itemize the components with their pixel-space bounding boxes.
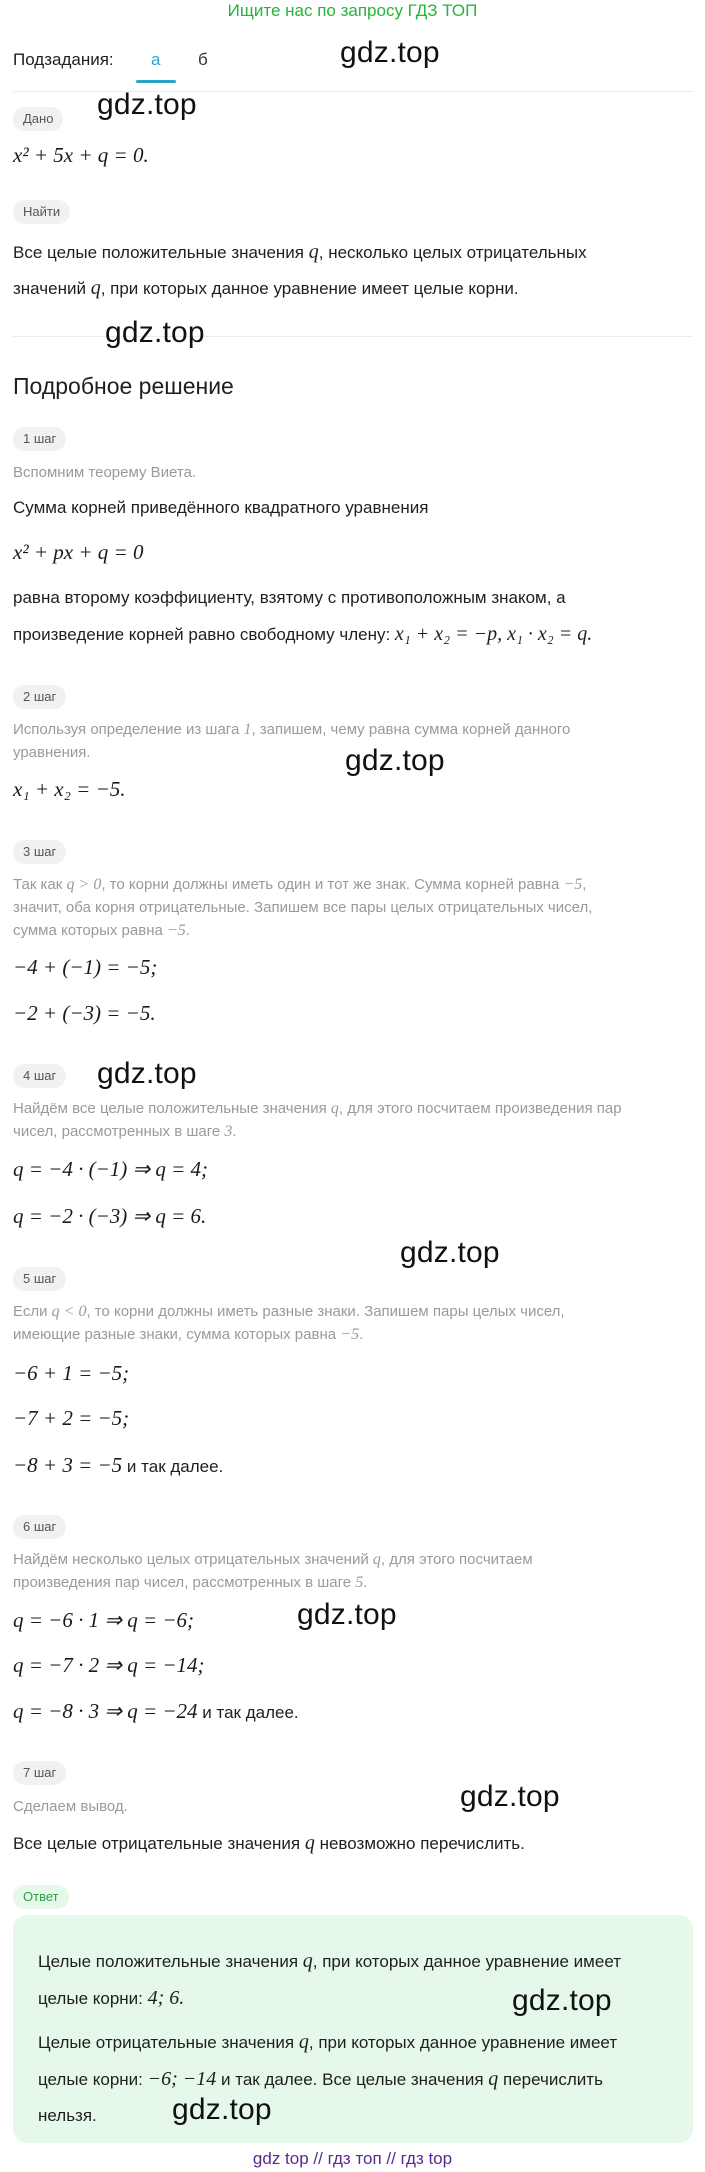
step-4-equation-2: q = −2 · (−3) ⇒ q = 6. [13, 1204, 207, 1228]
search-banner[interactable]: Ищите нас по запросу ГДЗ ТОП [227, 1, 478, 20]
tab-b[interactable]: б [198, 50, 208, 69]
watermark: gdz.top [340, 36, 440, 69]
watermark: gdz.top [97, 88, 197, 121]
step-4-intro: Найдём все целые положительные значения q, для этого посчитаем произведения пар чисел, рассмотренных в шаге 3. [13, 1100, 622, 1140]
step-5-equation-2: −7 + 2 = −5; [13, 1406, 130, 1430]
watermark: gdz.top [172, 2093, 272, 2126]
step-7-badge: 7 шаг [13, 1761, 66, 1785]
step-7-conclusion: Все целые отрицательные значения q невозможно перечислить. [13, 1832, 525, 1854]
answer-badge: Ответ [13, 1885, 69, 1909]
step-5-equation-1: −6 + 1 = −5; [13, 1361, 130, 1385]
step-2-badge: 2 шаг [13, 685, 66, 709]
step-6-equation-1: q = −6 · 1 ⇒ q = −6; [13, 1608, 195, 1632]
watermark: gdz.top [400, 1236, 500, 1269]
step-2-intro: Используя определение из шага 1, запишем, чему равна сумма корней данного уравнения. [13, 721, 571, 761]
solution-title: Подробное решение [13, 373, 234, 399]
step-1-text2: равна второму коэффициенту, взятому с противоположным знаком, а [13, 588, 566, 607]
step-6-badge: 6 шаг [13, 1515, 66, 1539]
answer-negative: Целые отрицательные значения q, при которых данное уравнение имеет целые корни: −6; −14 и так далее. Все целые значения q перечислить нельзя. [38, 2031, 618, 2125]
footer-links[interactable]: gdz top // гдз топ // гдз top [252, 2149, 453, 2168]
step-4-badge: 4 шаг [13, 1064, 66, 1088]
step-1-text3: произведение корней равно свободному члену: x₁ + x₂ = −p, x₁ · x₂ = q. [13, 623, 593, 645]
step-3-equation-2: −2 + (−3) = −5. [13, 1001, 156, 1025]
step-1-badge: 1 шаг [13, 427, 66, 451]
step-1-text: Сумма корней приведённого квадратного уравнения [13, 498, 429, 517]
watermark: gdz.top [345, 744, 445, 777]
step-6-equation-2: q = −7 · 2 ⇒ q = −14; [13, 1653, 205, 1677]
subtasks-label: Подзадания: [13, 50, 114, 69]
step-5-badge: 5 шаг [13, 1267, 66, 1291]
given-equation: x² + 5x + q = 0. [13, 143, 149, 167]
step-3-intro: Так как q > 0, то корни должны иметь один и тот же знак. Сумма корней равна −5, значит, оба корня отрицательные. Запишем все пары целых отрицательных чисел, сумма которых равна −5. [13, 876, 593, 939]
find-text-line2: значений q, при которых данное уравнение имеет целые корни. [13, 277, 519, 299]
step-4-equation-1: q = −4 · (−1) ⇒ q = 4; [13, 1157, 209, 1181]
step-6-equation-3: q = −8 · 3 ⇒ q = −24 и так далее. [13, 1699, 299, 1723]
step-2-equation: x₁ + x₂ = −5. [13, 777, 126, 801]
given-badge: Дано [13, 107, 63, 131]
step-5-equation-3: −8 + 3 = −5 и так далее. [13, 1453, 224, 1477]
answer-positive: Целые положительные значения q, при которых данное уравнение имеет целые корни: 4; 6. [38, 1950, 621, 2009]
watermark: gdz.top [460, 1780, 560, 1813]
step-7-intro: Сделаем вывод. [13, 1798, 128, 1815]
tab-a[interactable]: а [151, 50, 161, 69]
step-5-intro: Если q < 0, то корни должны иметь разные знаки. Запишем пары целых чисел, имеющие разные знаки, сумма которых равна −5. [13, 1303, 565, 1343]
find-text-line1: Все целые положительные значения q, несколько целых отрицательных [13, 241, 587, 263]
step-1-intro: Вспомним теорему Виета. [13, 464, 197, 481]
watermark: gdz.top [105, 316, 205, 349]
watermark: gdz.top [97, 1057, 197, 1090]
watermark: gdz.top [512, 1984, 612, 2017]
step-3-badge: 3 шаг [13, 840, 66, 864]
step-6-intro: Найдём несколько целых отрицательных значений q, для этого посчитаем произведения пар чисел, рассмотренных в шаге 5. [13, 1551, 533, 1591]
step-3-equation-1: −4 + (−1) = −5; [13, 955, 158, 979]
watermark: gdz.top [297, 1598, 397, 1631]
find-badge: Найти [13, 200, 70, 224]
tab-active-indicator [136, 80, 176, 83]
step-1-equation: x² + px + q = 0 [13, 540, 144, 564]
